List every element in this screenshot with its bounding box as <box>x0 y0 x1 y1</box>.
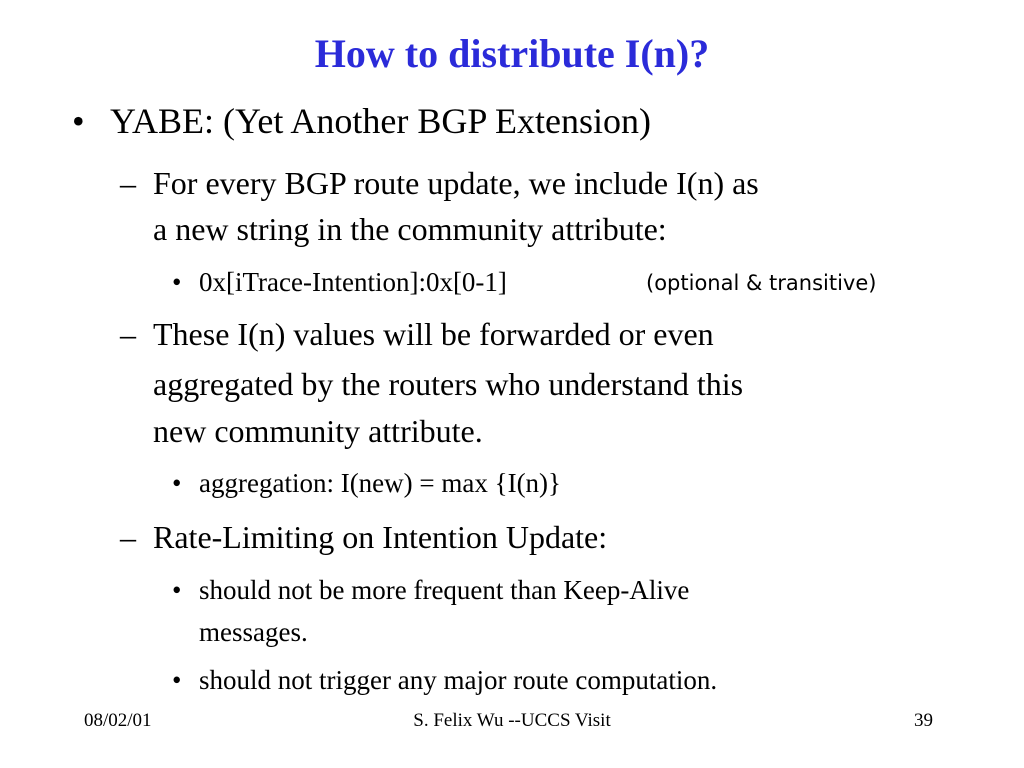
subsub-4-text: should not trigger any major route computation. <box>199 665 718 695</box>
sub-1-line-2: a new string in the community attribute: <box>153 211 667 247</box>
footer-center: S. Felix Wu --UCCS Visit <box>413 710 611 731</box>
sub-1-line-1: For every BGP route update, we include I(n) as <box>153 165 759 201</box>
subsub-1-text: 0x[iTrace-Intention]:0x[0-1] <box>199 267 507 297</box>
optional-transitive-note: (optional & transitive) <box>646 271 877 295</box>
subsub-2-text: aggregation: I(new) = max {I(n)} <box>199 468 562 498</box>
sub-3-text: Rate-Limiting on Intention Update: <box>153 519 608 555</box>
small-bullet-marker: • <box>172 267 182 297</box>
footer-date: 08/02/01 <box>84 710 152 731</box>
slide-title: How to distribute I(n)? <box>314 31 710 76</box>
bullet-marker: • <box>72 101 85 141</box>
subsub-3-line-2: messages. <box>199 617 308 647</box>
small-bullet-marker: • <box>172 468 182 498</box>
sub-2-line-3: new community attribute. <box>153 413 483 449</box>
subsub-3-line-1: should not be more frequent than Keep-Alive <box>199 575 690 605</box>
bullet-text-yabe: YABE: (Yet Another BGP Extension) <box>110 101 652 141</box>
sub-2-line-1: These I(n) values will be forwarded or even <box>153 316 714 352</box>
sub-2-line-2: aggregated by the routers who understand this <box>153 366 744 402</box>
small-bullet-marker: • <box>172 575 182 605</box>
page-number: 39 <box>914 710 933 731</box>
small-bullet-marker: • <box>172 665 182 695</box>
dash-marker: – <box>120 519 136 555</box>
dash-marker: – <box>120 165 136 201</box>
dash-marker: – <box>120 316 136 352</box>
